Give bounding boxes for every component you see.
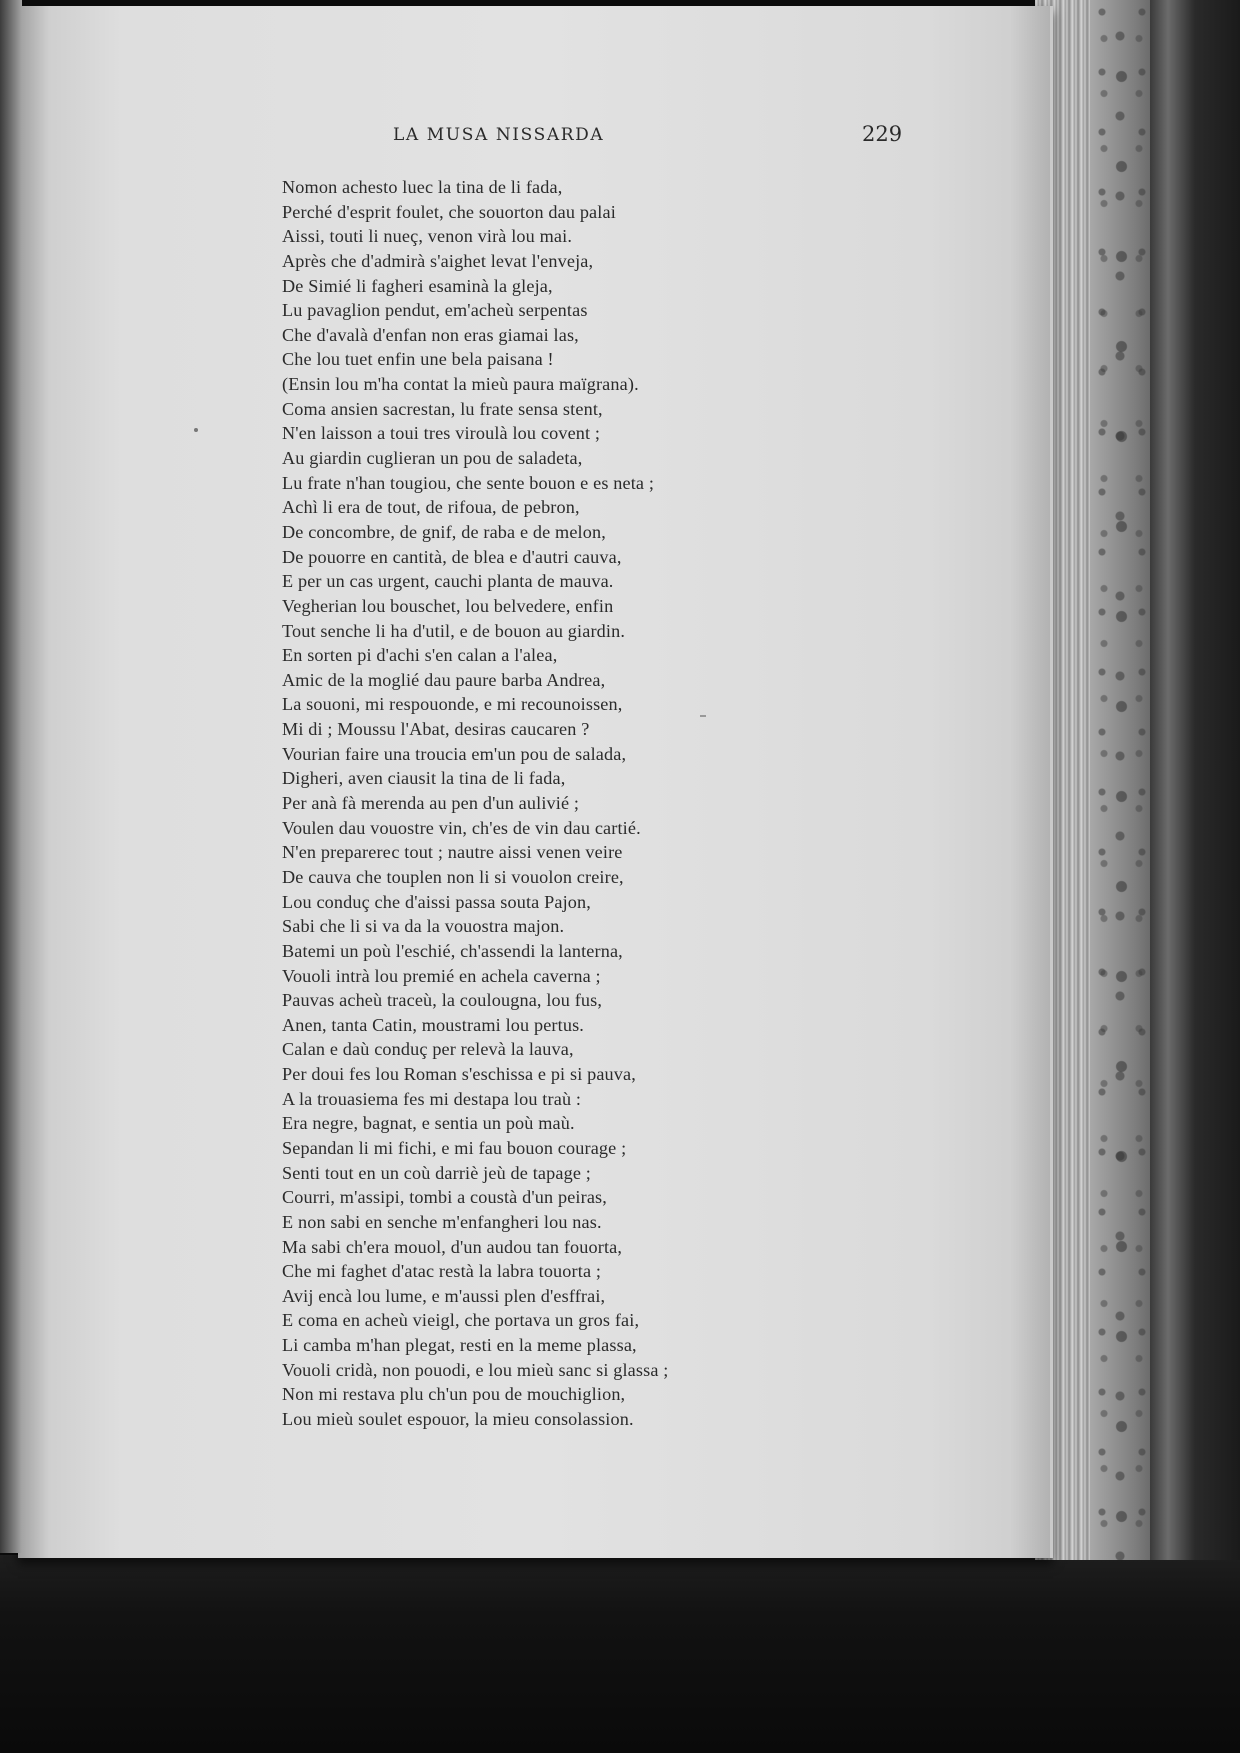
verse-line: Lou mieù soulet espouor, la mieu consolassion. [282,1409,634,1430]
verse-line: Voulen dau vouostre vin, ch'es de vin dau cartié. [282,817,641,838]
verse-line: Nomon achesto luec la tina de li fada, [282,177,563,197]
verse-line: (Ensin lou m'ha contat la mieù paura maïgrana). [282,374,639,395]
verse-line: Sepandan li mi fichi, e mi fau bouon courage ; [282,1137,627,1158]
verse-line: De cauva che touplen non li si vouolon creire, [282,866,624,887]
verse-line: Perché d'esprit foulet, che souorton dau palai [282,201,616,222]
verse-line: A la trouasiema fes mi destapa lou traù : [282,1088,582,1109]
verse-line: Non mi restava plu ch'un pou de mouchiglion, [282,1384,626,1405]
running-head [0,122,1240,155]
verse-line: Senti tout en un coù darriè jeù de tapage ; [282,1162,591,1183]
verse-line: Batemi un poù l'eschié, ch'assendi la lanterna, [282,940,623,961]
verse-line: Mi di ; Moussu l'Abat, desiras caucaren ? [282,719,590,740]
verse-line: N'en laisson a toui tres viroulà lou covent ; [282,423,601,444]
verse-line: Au giardin cuglieran un pou de saladeta, [282,448,583,469]
verse-line: En sorten pi d'achi s'en calan a l'alea, [282,645,558,666]
verse-line: Avij encà lou lume, e m'aussi plen d'esffrai, [282,1285,606,1306]
poem-text [282,175,782,1432]
verse-line: De concombre, de gnif, de raba e de melon, [282,521,606,542]
verse-line: N'en preparerес tout ; nautre aissi venen veire [282,842,623,863]
page-number: 229 [862,122,903,146]
verse-line: Sabi che li si va da la vouostra majon. [282,916,565,937]
verse-line: E per un cas urgent, cauchi planta de mauva. [282,571,614,592]
verse-line: Tout senche li ha d'util, e de bouon au giardin. [282,620,626,641]
verse-line: Pauvas acheù traceù, la coulougna, lou fus, [282,990,603,1011]
dust-speck [194,428,198,432]
verse-line: Li camba m'han plegat, resti en la meme plassa, [282,1335,637,1356]
verse-line: Per anà fà merenda au pen d'un aulivié ; [282,793,580,814]
verse-line: Lu frate n'han tougiou, che sente bouon e es neta ; [282,472,655,493]
verse-line: Vouoli cridà, non pouodi, e lou mieù sanc si glassa ; [282,1359,669,1380]
verse-line: Aissi, touti li nueç, venon virà lou mai. [282,226,573,247]
verse-line: Après che d'admirà s'aighet levat l'enveja, [282,250,594,271]
verse-line: Achì li era de tout, de rifoua, de pebron, [282,497,580,518]
page-inner-shadow [1010,6,1050,1558]
verse-line: Calan e daù conduç per relevà la lauva, [282,1039,574,1060]
verse-line: Per doui fes lou Roman s'eschissa e pi si pauva, [282,1064,636,1085]
verse-line: La souoni, mi respouonde, e mi recounoissen, [282,694,623,715]
verse-line: Vouoli intrà lou premié en achela caverna ; [282,965,601,986]
verse-line: Vegherian lou bouschet, lou belvedere, enfin [282,595,614,616]
verse-line: E non sabi en senche m'enfangheri lou nas. [282,1211,602,1232]
verse-line: De pouorre en cantità, de blea e d'autri cauva, [282,546,622,567]
verse-line: Che lou tuet enfin une bela paisana ! [282,349,554,370]
verse-line: De Simié li fagheri esaminà la gleja, [282,275,553,296]
verse-line: Anen, tanta Catin, moustrami lou pertus. [282,1014,584,1035]
verse-line: Lu pavaglion pendut, em'acheù serpentas [282,300,588,321]
left-gutter [0,0,22,1553]
verse-line: Che d'avalà d'enfan non eras giamai las, [282,324,579,345]
verse-line: Courri, m'assipi, tombi a coustà d'un peiras, [282,1187,607,1208]
verse-line: Vourian faire una troucia em'un pou de salada, [282,743,627,764]
verse-line: E coma en acheù vieigl, che portava un gros fai, [282,1310,640,1331]
running-title: LA MUSA NISSARDA [393,125,605,145]
verse-line: Che mi faghet d'atac restà la labra touorta ; [282,1261,602,1282]
dust-speck [700,715,706,717]
verse-line: Ma sabi ch'era mouol, d'un audou tan fouorta, [282,1236,623,1257]
verse-line: Lou conduç che d'aissi passa souta Pajon, [282,891,591,912]
verse-line: Digheri, aven ciausit la tina de li fada, [282,768,566,789]
verse-line: Amic de la moglié dau paure barba Andrea, [282,669,606,690]
verse-line: Coma ansien sacrestan, lu frate sensa stent, [282,398,603,419]
cover-edge [1150,0,1240,1560]
verse-line: Era negre, bagnat, e sentia un poù maù. [282,1113,575,1134]
bottom-shadow [0,1555,1240,1753]
